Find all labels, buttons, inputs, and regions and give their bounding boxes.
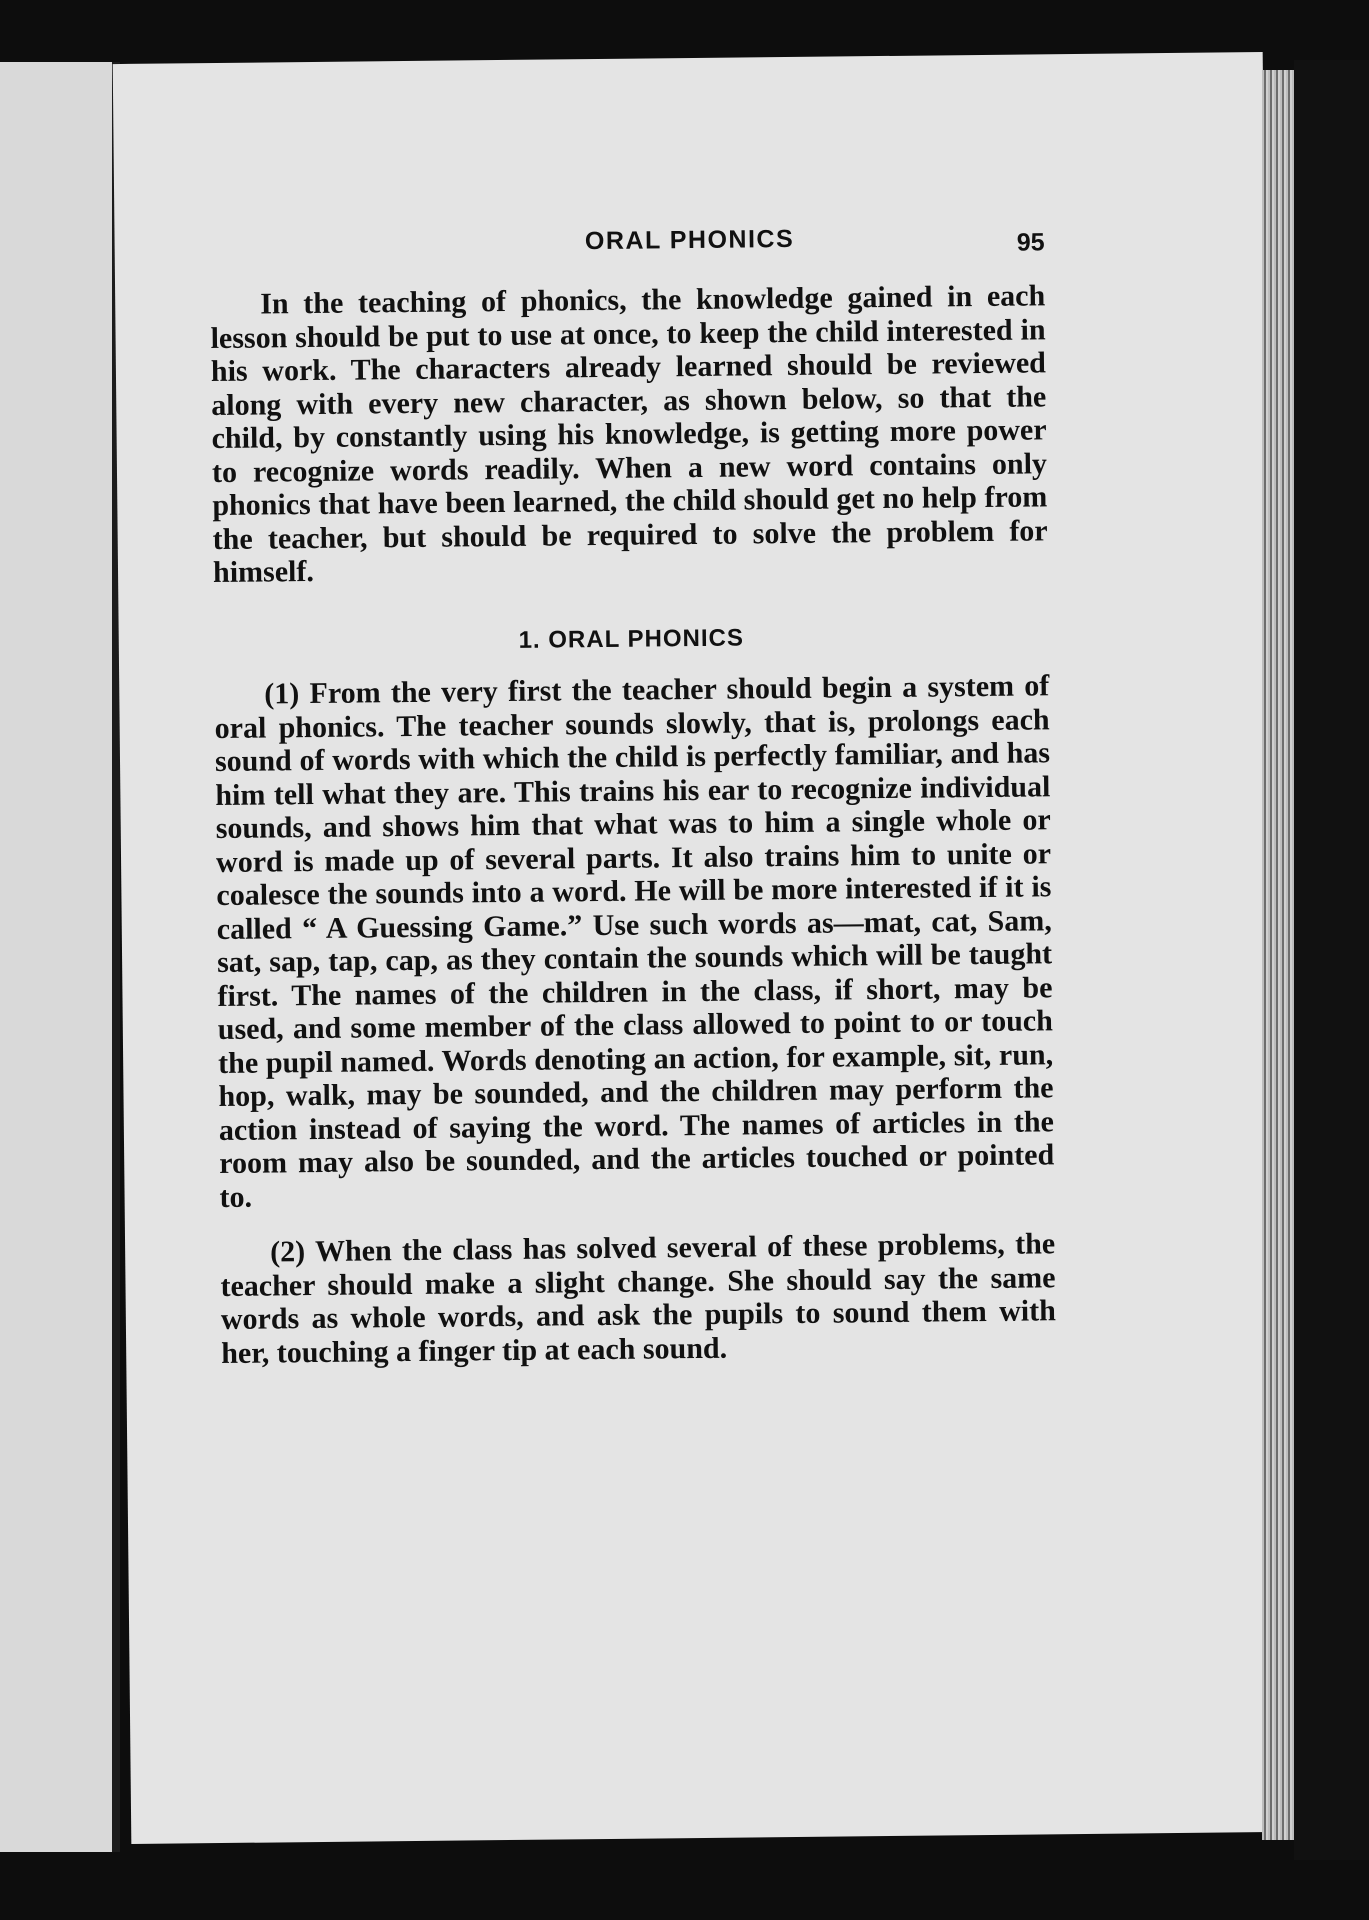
paragraph-2 bbox=[220, 1227, 1056, 1370]
page-number: 95 bbox=[1016, 228, 1045, 257]
facing-page-edge bbox=[0, 62, 120, 1852]
paragraph-2-text: When the class has solved several of these problems, the teacher should make a slight change. She should say the same words as whole words, and ask the pupils to sound them with her, touching a finger tip at each sound. bbox=[220, 1227, 1056, 1370]
running-header bbox=[114, 220, 1264, 272]
book-page bbox=[113, 52, 1282, 1844]
book-cover-edge bbox=[1294, 60, 1369, 1860]
paragraph-2-number: (2) bbox=[269, 1235, 306, 1269]
page-stack-edge bbox=[1262, 70, 1294, 1840]
paragraph-1 bbox=[214, 669, 1055, 1214]
intro-paragraph: In the teaching of phonics, the knowledge gained in each lesson should be put to use at once, to keep the child interested in his work. The characters already learned should be reviewed along with every new character, as shown below, so that the child, by constantly using his knowledge, is getting more power to recognize words readily. When a new word contains only phonics that have been learned, the child should get no help from the teacher, but should be required to solve the problem for himself. bbox=[210, 279, 1048, 590]
section-heading: 1. ORAL PHONICS bbox=[518, 623, 745, 654]
page-body bbox=[210, 279, 1056, 1370]
running-title: ORAL PHONICS bbox=[584, 224, 795, 256]
paragraph-1-text: From the very first the teacher should begin a system of oral phonics. The teacher sounds slowly, that is, prolongs each sound of words with which the child is perfectly familiar, and has him tell what they are. This trains his ear to recognize individual sounds, and shows him that what was to him a single whole or word is made up of several parts. It also trains him to unite or coalesce the sounds into a word. He will be more interested if it is called “ A Guessing Game.” Use such words as—mat, cat, Sam, sat, sap, tap, cap, as they contain the sounds which will be taught first. The names of the children in the class, if short, may be used, and some member of the class allowed to point to or touch the pupil named. Words denoting an action, for example, sit, run, hop, walk, may be sounded, and the children may perform the action instead of saying the word. The names of articles in the room may also be sounded, and the articles touched or pointed to. bbox=[214, 669, 1055, 1214]
paragraph-1-number: (1) bbox=[264, 677, 300, 711]
